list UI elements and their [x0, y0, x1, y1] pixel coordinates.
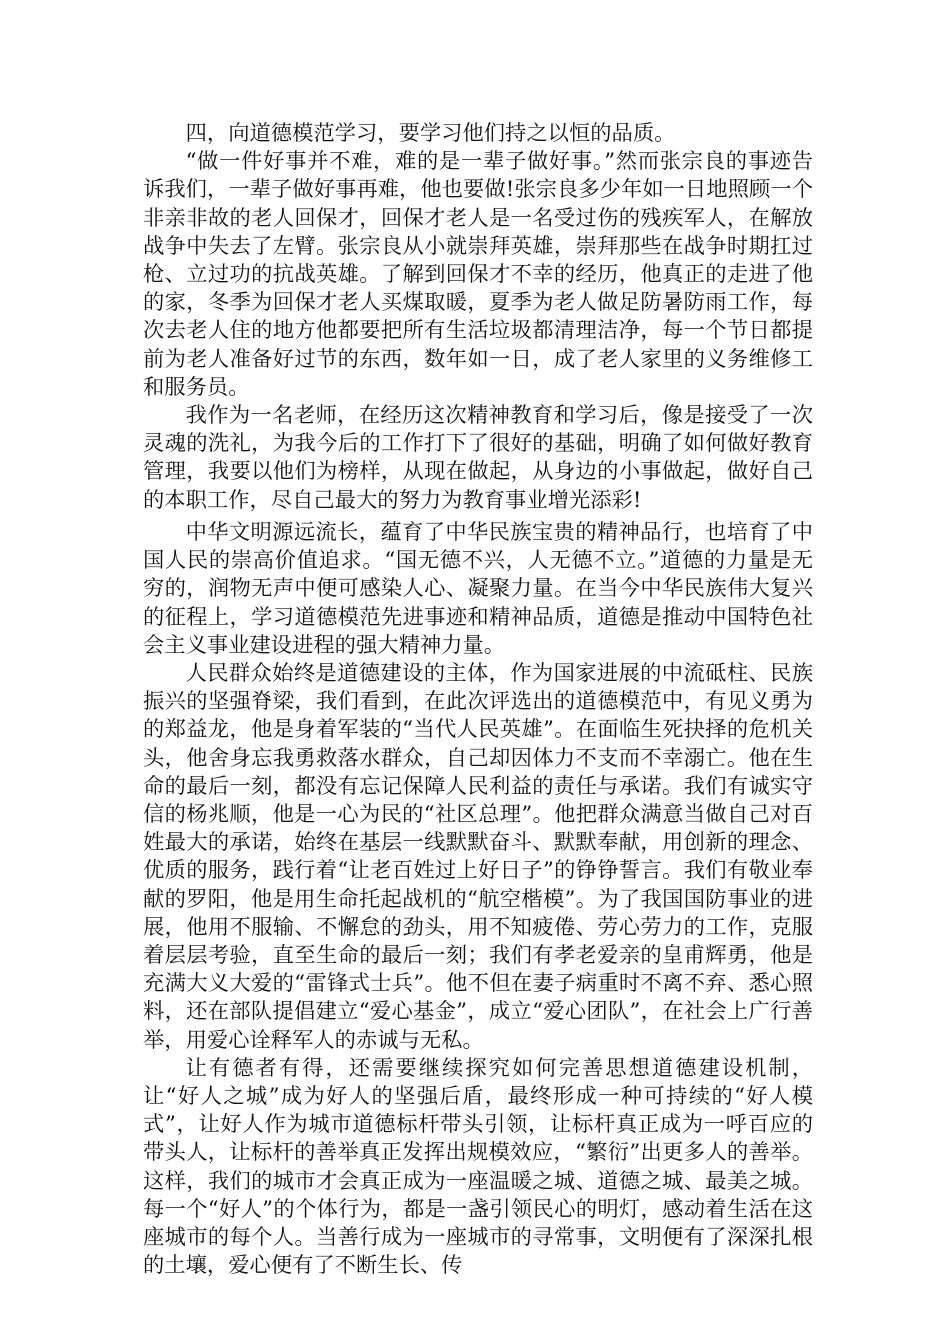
- paragraph: “做一件好事并不难，难的是一辈子做好事。”然而张宗良的事迹告诉我们，一辈子做好事再难，他也要做!张宗良多少年如一日地照顾一个非亲非故的老人回保才，回保才老人是一名受过伤的残疾军人，在解放战争中失去了左臂。张宗良从小就崇拜英雄，崇拜那些在战争时期扛过枪、立过功的抗战英雄。了解到回保才不幸的经历，他真正的走进了他的家，冬季为回保才老人买煤取暖，夏季为老人做足防暑防雨工作，每次去老人住的地方他都要把所有生活垃圾都清理洁净，每一个节日都提前为老人准备好过节的东西，数年如一日，成了老人家里的义务维修工和服务员。: [143, 149, 813, 400]
- section-two: [143, 519, 813, 1280]
- paragraph: 让有德者有得，还需要继续探究如何完善思想道德建设机制，让“好人之城”成为好人的坚强后盾，最终形成一种可持续的“好人模式”，让好人作为城市道德标杆带头引领，让标杆真正成为一呼百应的带头人，让标杆的善举真正发挥出规模效应，“繁衍”出更多人的善举。这样，我们的城市才会真正成为一座温暖之城、道德之城、最美之城。每一个“好人”的个体行为，都是一盏引领民心的明灯，感动着生活在这座城市的每个人。当善行成为一座城市的寻常事，文明便有了深深扎根的土壤，爱心便有了不断生长、传: [143, 1055, 813, 1279]
- section-heading: 四，向道德模范学习，要学习他们持之以恒的品质。: [185, 121, 676, 146]
- paragraph: 人民群众始终是道德建设的主体，作为国家进展的中流砥柱、民族振兴的坚强脊梁，我们看到，在此次评选出的道德模范中，有见义勇为的郑益龙，他是身着军装的“当代人民英雄”。在面临生死抉择的危机关头，他舍身忘我勇救落水群众，自己却因体力不支而不幸溺亡。他在生命的最后一刻，都没有忘记保障人民利益的责任与承诺。我们有诚实守信的杨兆顺，他是一心为民的“社区总理”。他把群众满意当做自己对百姓最大的承诺，始终在基层一线默默奋斗、默默奉献，用创新的理念、优质的服务，践行着“让老百姓过上好日子”的铮铮誓言。我们有敬业奉献的罗阳，他是用生命托起战机的“航空楷模”。为了我国国防事业的进展，他用不服输、不懈怠的劲头，用不知疲倦、劳心劳力的工作，克服着层层考验，直至生命的最后一刻；我们有孝老爱亲的皇甫辉勇，他是充满大义大爱的“雷锋式士兵”。他不但在妻子病重时不离不弃、悉心照料，还在部队提倡建立“爱心基金”，成立“爱心团队”，在社会上广行善举，用爱心诠释军人的赤诚与无私。: [143, 661, 813, 1053]
- paragraph: 中华文明源远流长，蕴育了中华民族宝贵的精神品行，也培育了中国人民的崇高价值追求。“国无德不兴，人无德不立。”道德的力量是无穷的，润物无声中便可感染人心、凝聚力量。在当今中华民族伟大复兴的征程上，学习道德模范先进事迹和精神品质，道德是推动中国特色社会主义事业建设进程的强大精神力量。: [143, 520, 813, 658]
- paragraph: 我作为一名老师，在经历这次精神教育和学习后，像是接受了一次灵魂的洗礼，为我今后的工作打下了很好的基础，明确了如何做好教育管理，我要以他们为榜样，从现在做起，从身边的小事做起，做好自己的本职工作，尽自己最大的努力为教育事业增光添彩!: [143, 403, 813, 513]
- section-one: [143, 120, 813, 515]
